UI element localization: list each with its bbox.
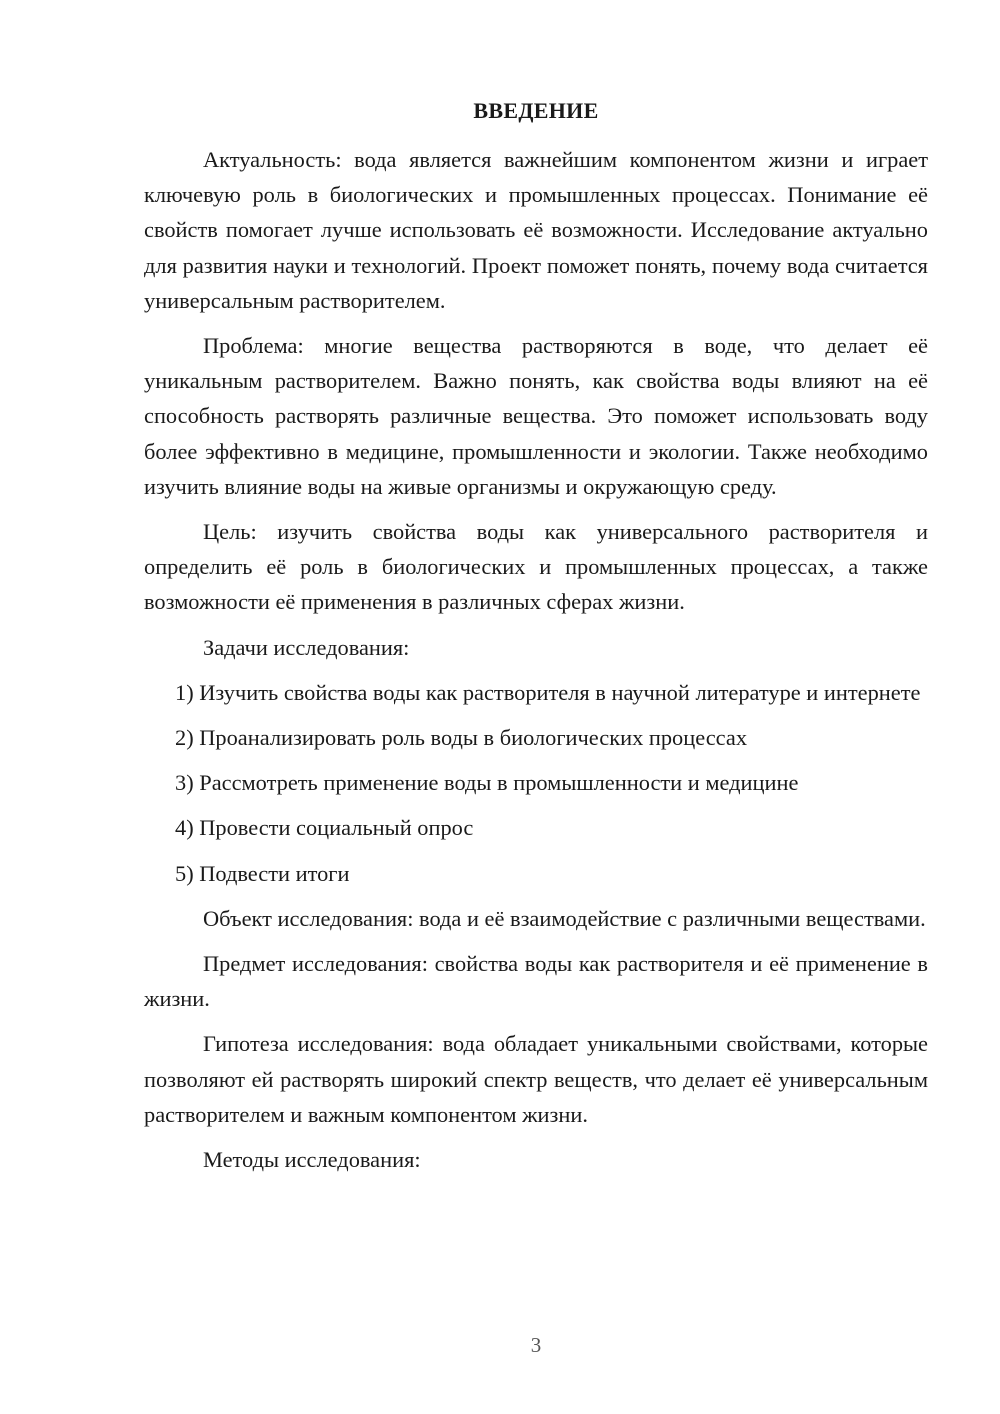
section-heading: ВВЕДЕНИЕ (473, 98, 599, 123)
hypothesis-paragraph: Гипотеза исследования: вода обладает уникальными свойствами, которые позволяют ей растворять широкий спектр веществ, что делает её универсальным растворителем и важным компонентом жизни. (144, 1031, 928, 1127)
object-paragraph: Объект исследования: вода и её взаимодействие с различными веществами. (203, 905, 926, 931)
task-item-5: 5) Подвести итоги (175, 860, 350, 886)
methods-heading: Методы исследования: (203, 1147, 421, 1173)
problem-paragraph: Проблема: многие вещества растворяются в воде, что делает её уникальным растворителем. Важно понять, как свойства воды влияют на её способность растворять различные вещества. Это поможет использовать воду более эффективно в медицине, промышленности и экологии. Также необходимо изучить влияние воды на живые организмы и окружающую среду. (144, 333, 928, 499)
task-item-4: 4) Провести социальный опрос (175, 815, 474, 841)
task-item-2: 2) Проанализировать роль воды в биологических процессах (175, 725, 748, 751)
subject-paragraph: Предмет исследования: свойства воды как растворителя и её применение в жизни. (144, 951, 928, 1012)
task-item-1: 1) Изучить свойства воды как растворителя в научной литературе и интернете (175, 679, 921, 705)
page-number: 3 (530, 1333, 542, 1357)
tasks-heading: Задачи исследования: (203, 634, 410, 660)
goal-paragraph: Цель: изучить свойства воды как универсального растворителя и определить её роль в биологических и промышленных процессах, а также возможности её применения в различных сферах жизни. (144, 519, 928, 615)
task-item-3: 3) Рассмотреть применение воды в промышленности и медицине (175, 770, 799, 796)
relevance-paragraph: Актуальность: вода является важнейшим компонентом жизни и играет ключевую роль в биологических и промышленных процессах. Понимание её свойств помогает лучше использовать её возможности. Исследование актуально для развития науки и технологий. Проект поможет понять, почему вода считается универсальным растворителем. (144, 147, 928, 313)
document-body (144, 142, 928, 1187)
